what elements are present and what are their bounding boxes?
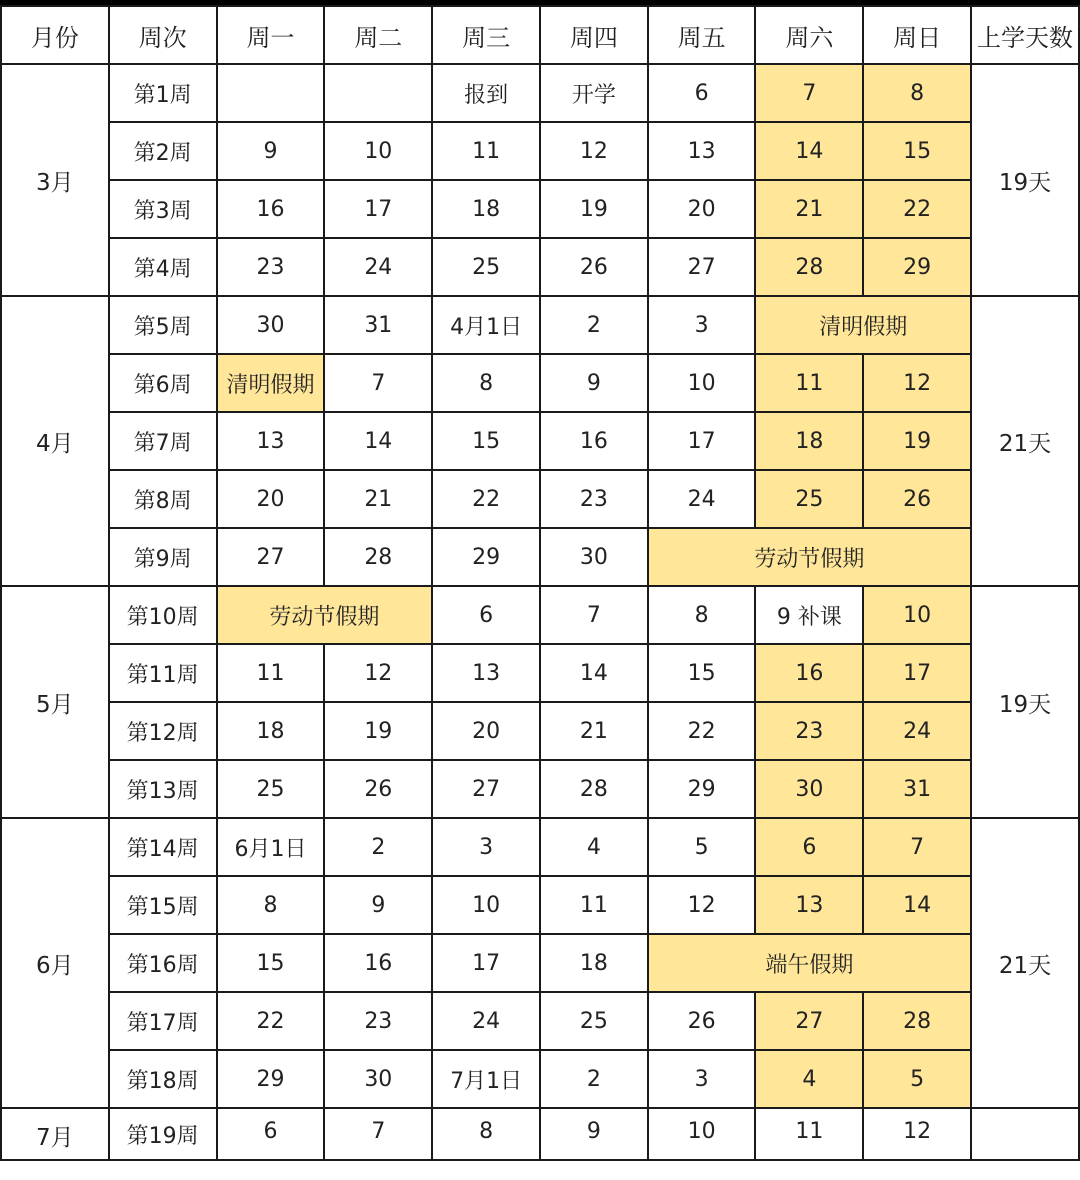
day-cell: 4: [540, 818, 648, 876]
week-row: [1, 412, 1079, 470]
day-cell: 27: [432, 760, 540, 818]
holiday-day-cell: 15: [863, 122, 971, 180]
day-cell: 开学: [540, 64, 648, 122]
holiday-day-cell: 27: [755, 992, 863, 1050]
day-cell: 30: [324, 1050, 432, 1108]
day-cell: 10: [648, 1108, 756, 1160]
day-cell: 23: [324, 992, 432, 1050]
week-row: [1, 876, 1079, 934]
day-cell: 21: [324, 470, 432, 528]
week-label-cell: 第15周: [109, 876, 217, 934]
header-cell: 上学天数: [971, 6, 1079, 64]
day-cell: 20: [648, 180, 756, 238]
day-cell: 24: [324, 238, 432, 296]
holiday-day-cell: 31: [863, 760, 971, 818]
school-days-cell: 21天: [971, 296, 1079, 586]
day-cell: 28: [324, 528, 432, 586]
day-cell: 6: [432, 586, 540, 644]
week-row: [1, 644, 1079, 702]
school-days-cell: 19天: [971, 586, 1079, 818]
header-cell: 周四: [540, 6, 648, 64]
day-cell: 报到: [432, 64, 540, 122]
holiday-day-cell: 22: [863, 180, 971, 238]
week-label-cell: 第3周: [109, 180, 217, 238]
week-label-cell: 第8周: [109, 470, 217, 528]
holiday-day-cell: 30: [755, 760, 863, 818]
holiday-day-cell: 4: [755, 1050, 863, 1108]
day-cell: 28: [540, 760, 648, 818]
week-row: [1, 64, 1079, 122]
day-cell: 16: [540, 412, 648, 470]
holiday-day-cell: 清明假期: [755, 296, 971, 354]
week-row: [1, 1108, 1079, 1160]
week-row: [1, 992, 1079, 1050]
holiday-day-cell: 7: [863, 818, 971, 876]
holiday-day-cell: 17: [863, 644, 971, 702]
week-row: [1, 1050, 1079, 1108]
day-cell: 13: [432, 644, 540, 702]
day-cell: [217, 64, 325, 122]
holiday-day-cell: 14: [863, 876, 971, 934]
day-cell: 2: [540, 1050, 648, 1108]
week-label-cell: 第19周: [109, 1108, 217, 1160]
day-cell: 6月1日: [217, 818, 325, 876]
school-days-cell: 19天: [971, 64, 1079, 296]
week-label-cell: 第11周: [109, 644, 217, 702]
holiday-day-cell: 12: [863, 354, 971, 412]
day-cell: 19: [540, 180, 648, 238]
week-label-cell: 第12周: [109, 702, 217, 760]
day-cell: [324, 64, 432, 122]
day-cell: 16: [324, 934, 432, 992]
day-cell: 30: [217, 296, 325, 354]
day-cell: 22: [432, 470, 540, 528]
day-cell: 26: [648, 992, 756, 1050]
holiday-day-cell: 29: [863, 238, 971, 296]
holiday-day-cell: 端午假期: [648, 934, 971, 992]
holiday-day-cell: 5: [863, 1050, 971, 1108]
header-cell: 周日: [863, 6, 971, 64]
week-row: [1, 528, 1079, 586]
day-cell: 11: [432, 122, 540, 180]
week-label-cell: 第16周: [109, 934, 217, 992]
day-cell: 11: [540, 876, 648, 934]
week-label-cell: 第6周: [109, 354, 217, 412]
day-cell: 20: [217, 470, 325, 528]
week-row: [1, 818, 1079, 876]
month-cell: 6月: [1, 818, 109, 1108]
day-cell: 5: [648, 818, 756, 876]
header-cell: 月份: [1, 6, 109, 64]
day-cell: 15: [648, 644, 756, 702]
holiday-day-cell: 劳动节假期: [217, 586, 433, 644]
day-cell: 3: [432, 818, 540, 876]
day-cell: 23: [217, 238, 325, 296]
week-label-cell: 第17周: [109, 992, 217, 1050]
day-cell: 18: [432, 180, 540, 238]
holiday-day-cell: 25: [755, 470, 863, 528]
holiday-day-cell: 13: [755, 876, 863, 934]
week-label-cell: 第10周: [109, 586, 217, 644]
holiday-day-cell: 24: [863, 702, 971, 760]
day-cell: 10: [324, 122, 432, 180]
day-cell: 3: [648, 296, 756, 354]
week-row: [1, 122, 1079, 180]
school-days-cell: 21天: [971, 818, 1079, 1108]
day-cell: 7: [324, 1108, 432, 1160]
day-cell: 27: [648, 238, 756, 296]
week-label-cell: 第18周: [109, 1050, 217, 1108]
day-cell: 30: [540, 528, 648, 586]
holiday-day-cell: 19: [863, 412, 971, 470]
day-cell: 25: [540, 992, 648, 1050]
day-cell: 10: [648, 354, 756, 412]
day-cell: 13: [648, 122, 756, 180]
day-cell: 17: [432, 934, 540, 992]
day-cell: 11: [755, 1108, 863, 1160]
day-cell: 26: [540, 238, 648, 296]
day-cell: 14: [324, 412, 432, 470]
day-cell: 7: [540, 586, 648, 644]
header-cell: 周次: [109, 6, 217, 64]
week-label-cell: 第13周: [109, 760, 217, 818]
day-cell: 29: [432, 528, 540, 586]
holiday-day-cell: 28: [863, 992, 971, 1050]
holiday-day-cell: 16: [755, 644, 863, 702]
header-cell: 周六: [755, 6, 863, 64]
school-calendar-table: [0, 5, 1080, 1161]
day-cell: 29: [648, 760, 756, 818]
day-cell: 14: [540, 644, 648, 702]
holiday-day-cell: 6: [755, 818, 863, 876]
day-cell: 23: [540, 470, 648, 528]
day-cell: 15: [432, 412, 540, 470]
day-cell: 12: [648, 876, 756, 934]
day-cell: 10: [432, 876, 540, 934]
day-cell: 7月1日: [432, 1050, 540, 1108]
header-cell: 周五: [648, 6, 756, 64]
week-row: [1, 180, 1079, 238]
month-cell: 4月: [1, 296, 109, 586]
week-row: [1, 760, 1079, 818]
day-cell: 2: [540, 296, 648, 354]
week-row: [1, 296, 1079, 354]
week-label-cell: 第14周: [109, 818, 217, 876]
header-cell: 周三: [432, 6, 540, 64]
holiday-day-cell: 28: [755, 238, 863, 296]
month-cell: 7月: [1, 1108, 109, 1160]
holiday-day-cell: 11: [755, 354, 863, 412]
day-cell: 4月1日: [432, 296, 540, 354]
holiday-day-cell: 26: [863, 470, 971, 528]
day-cell: 11: [217, 644, 325, 702]
week-row: [1, 702, 1079, 760]
week-label-cell: 第4周: [109, 238, 217, 296]
day-cell: 24: [648, 470, 756, 528]
day-cell: 22: [217, 992, 325, 1050]
day-cell: 19: [324, 702, 432, 760]
day-cell: 25: [217, 760, 325, 818]
holiday-day-cell: 14: [755, 122, 863, 180]
day-cell: 21: [540, 702, 648, 760]
day-cell: 9 补课: [755, 586, 863, 644]
month-cell: 3月: [1, 64, 109, 296]
day-cell: 9: [217, 122, 325, 180]
day-cell: 12: [540, 122, 648, 180]
school-days-cell: [971, 1108, 1079, 1160]
week-label-cell: 第1周: [109, 64, 217, 122]
holiday-day-cell: 23: [755, 702, 863, 760]
header-row: [1, 6, 1079, 64]
holiday-day-cell: 10: [863, 586, 971, 644]
day-cell: 9: [324, 876, 432, 934]
day-cell: 2: [324, 818, 432, 876]
day-cell: 15: [217, 934, 325, 992]
week-label-cell: 第9周: [109, 528, 217, 586]
day-cell: 6: [648, 64, 756, 122]
day-cell: 22: [648, 702, 756, 760]
holiday-day-cell: 18: [755, 412, 863, 470]
header-cell: 周二: [324, 6, 432, 64]
day-cell: 20: [432, 702, 540, 760]
day-cell: 17: [648, 412, 756, 470]
day-cell: 8: [432, 1108, 540, 1160]
header-cell: 周一: [217, 6, 325, 64]
holiday-day-cell: 21: [755, 180, 863, 238]
day-cell: 16: [217, 180, 325, 238]
day-cell: 27: [217, 528, 325, 586]
day-cell: 12: [863, 1108, 971, 1160]
day-cell: 31: [324, 296, 432, 354]
day-cell: 29: [217, 1050, 325, 1108]
day-cell: 26: [324, 760, 432, 818]
day-cell: 12: [324, 644, 432, 702]
week-label-cell: 第2周: [109, 122, 217, 180]
day-cell: 18: [540, 934, 648, 992]
day-cell: 18: [217, 702, 325, 760]
day-cell: 13: [217, 412, 325, 470]
holiday-day-cell: 8: [863, 64, 971, 122]
day-cell: 24: [432, 992, 540, 1050]
day-cell: 9: [540, 1108, 648, 1160]
day-cell: 6: [217, 1108, 325, 1160]
week-row: [1, 586, 1079, 644]
month-cell: 5月: [1, 586, 109, 818]
week-row: [1, 238, 1079, 296]
day-cell: 3: [648, 1050, 756, 1108]
week-row: [1, 934, 1079, 992]
holiday-day-cell: 劳动节假期: [648, 528, 971, 586]
day-cell: 17: [324, 180, 432, 238]
week-label-cell: 第5周: [109, 296, 217, 354]
day-cell: 8: [217, 876, 325, 934]
day-cell: 25: [432, 238, 540, 296]
holiday-day-cell: 7: [755, 64, 863, 122]
holiday-day-cell: 清明假期: [217, 354, 325, 412]
week-row: [1, 470, 1079, 528]
week-label-cell: 第7周: [109, 412, 217, 470]
day-cell: 7: [324, 354, 432, 412]
day-cell: 8: [432, 354, 540, 412]
day-cell: 9: [540, 354, 648, 412]
day-cell: 8: [648, 586, 756, 644]
week-row: [1, 354, 1079, 412]
